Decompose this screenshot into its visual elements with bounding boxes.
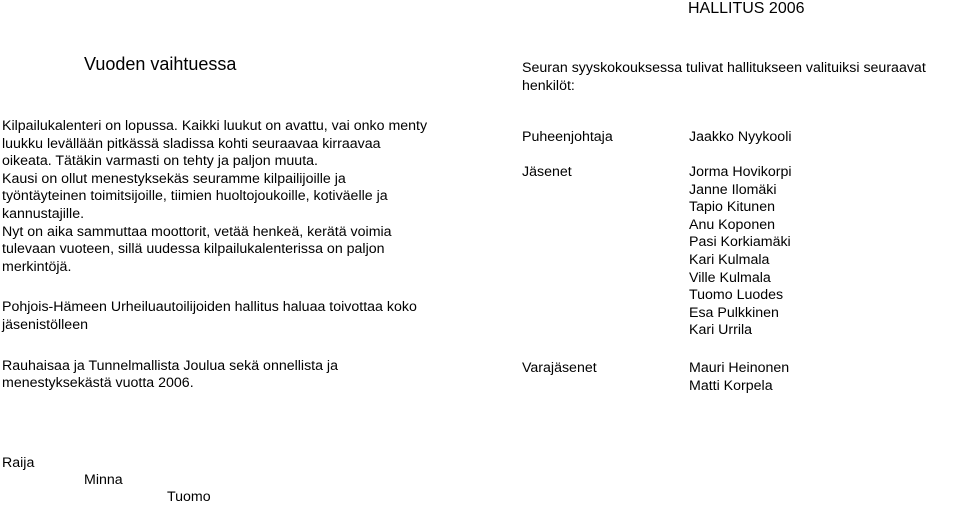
board-intro-text: Seuran syyskokouksessa tulivat hallitukseen valituiksi seuraavat henkilöt: bbox=[522, 60, 926, 94]
signature-tuomo: Tuomo bbox=[167, 489, 211, 505]
member-name: Esa Pulkkinen bbox=[689, 304, 779, 321]
page-title: HALLITUS 2006 bbox=[688, 0, 805, 17]
member-name: Kari Urrila bbox=[689, 322, 753, 339]
signature-raija: Raija bbox=[2, 455, 35, 471]
member-name: Jorma Hovikorpi bbox=[689, 164, 792, 180]
section-heading: Vuoden vaihtuessa bbox=[84, 54, 237, 74]
paragraph-next-year: Nyt on aika sammuttaa moottorit, vetää henkeä, kerätä voimia tulevaan vuoteen, sillä uudessa kilpailukalenterissa on paljon merkintöjä. bbox=[2, 223, 392, 275]
role-deputies-label: Varajäsenet bbox=[522, 360, 597, 376]
role-chairman-label: Puheenjohtaja bbox=[522, 129, 613, 145]
member-name: Matti Korpela bbox=[689, 377, 773, 394]
member-name: Ville Kulmala bbox=[689, 269, 771, 286]
paragraph-holiday-wishes: Rauhaisaa ja Tunnelmallista Joulua sekä onnellista ja menestyksekästä vuotta 2006. bbox=[2, 357, 338, 392]
role-deputies-names bbox=[689, 360, 789, 395]
member-name: Pasi Korkiamäki bbox=[689, 234, 791, 251]
member-name: Janne Ilomäki bbox=[689, 181, 777, 198]
greeting-text-column bbox=[2, 118, 432, 393]
paragraph-calendar: Kilpailukalenteri on lopussa. Kaikki luukut on avattu, vai onko menty luukku levällään pitkässä sladissa kohti seuraavaa kirraavaa oikeata. Tätäkin varmasti on tehty ja paljon muuta. bbox=[2, 118, 428, 170]
signature-minna: Minna bbox=[84, 472, 123, 488]
member-name: Tapio Kitunen bbox=[689, 199, 775, 216]
member-name: Tuomo Luodes bbox=[689, 287, 784, 304]
role-members-names bbox=[689, 164, 792, 340]
member-name: Jaakko Nyykooli bbox=[689, 129, 792, 145]
paragraph-season: Kausi on ollut menestyksekäs seuramme kilpailijoille ja työntäyteinen toimitsijoille, tiimien huoltojoukoille, kotiväelle ja kannustajille. bbox=[2, 170, 388, 222]
member-name: Anu Koponen bbox=[689, 216, 775, 233]
paragraph-board-wishes: Pohjois-Hämeen Urheiluautoilijoiden hallitus haluaa toivottaa koko jäsenistölleen bbox=[2, 299, 417, 333]
role-members-label: Jäsenet bbox=[522, 164, 572, 180]
member-name: Mauri Heinonen bbox=[689, 360, 790, 376]
member-name: Kari Kulmala bbox=[689, 251, 770, 268]
role-chairman-names bbox=[689, 129, 792, 147]
